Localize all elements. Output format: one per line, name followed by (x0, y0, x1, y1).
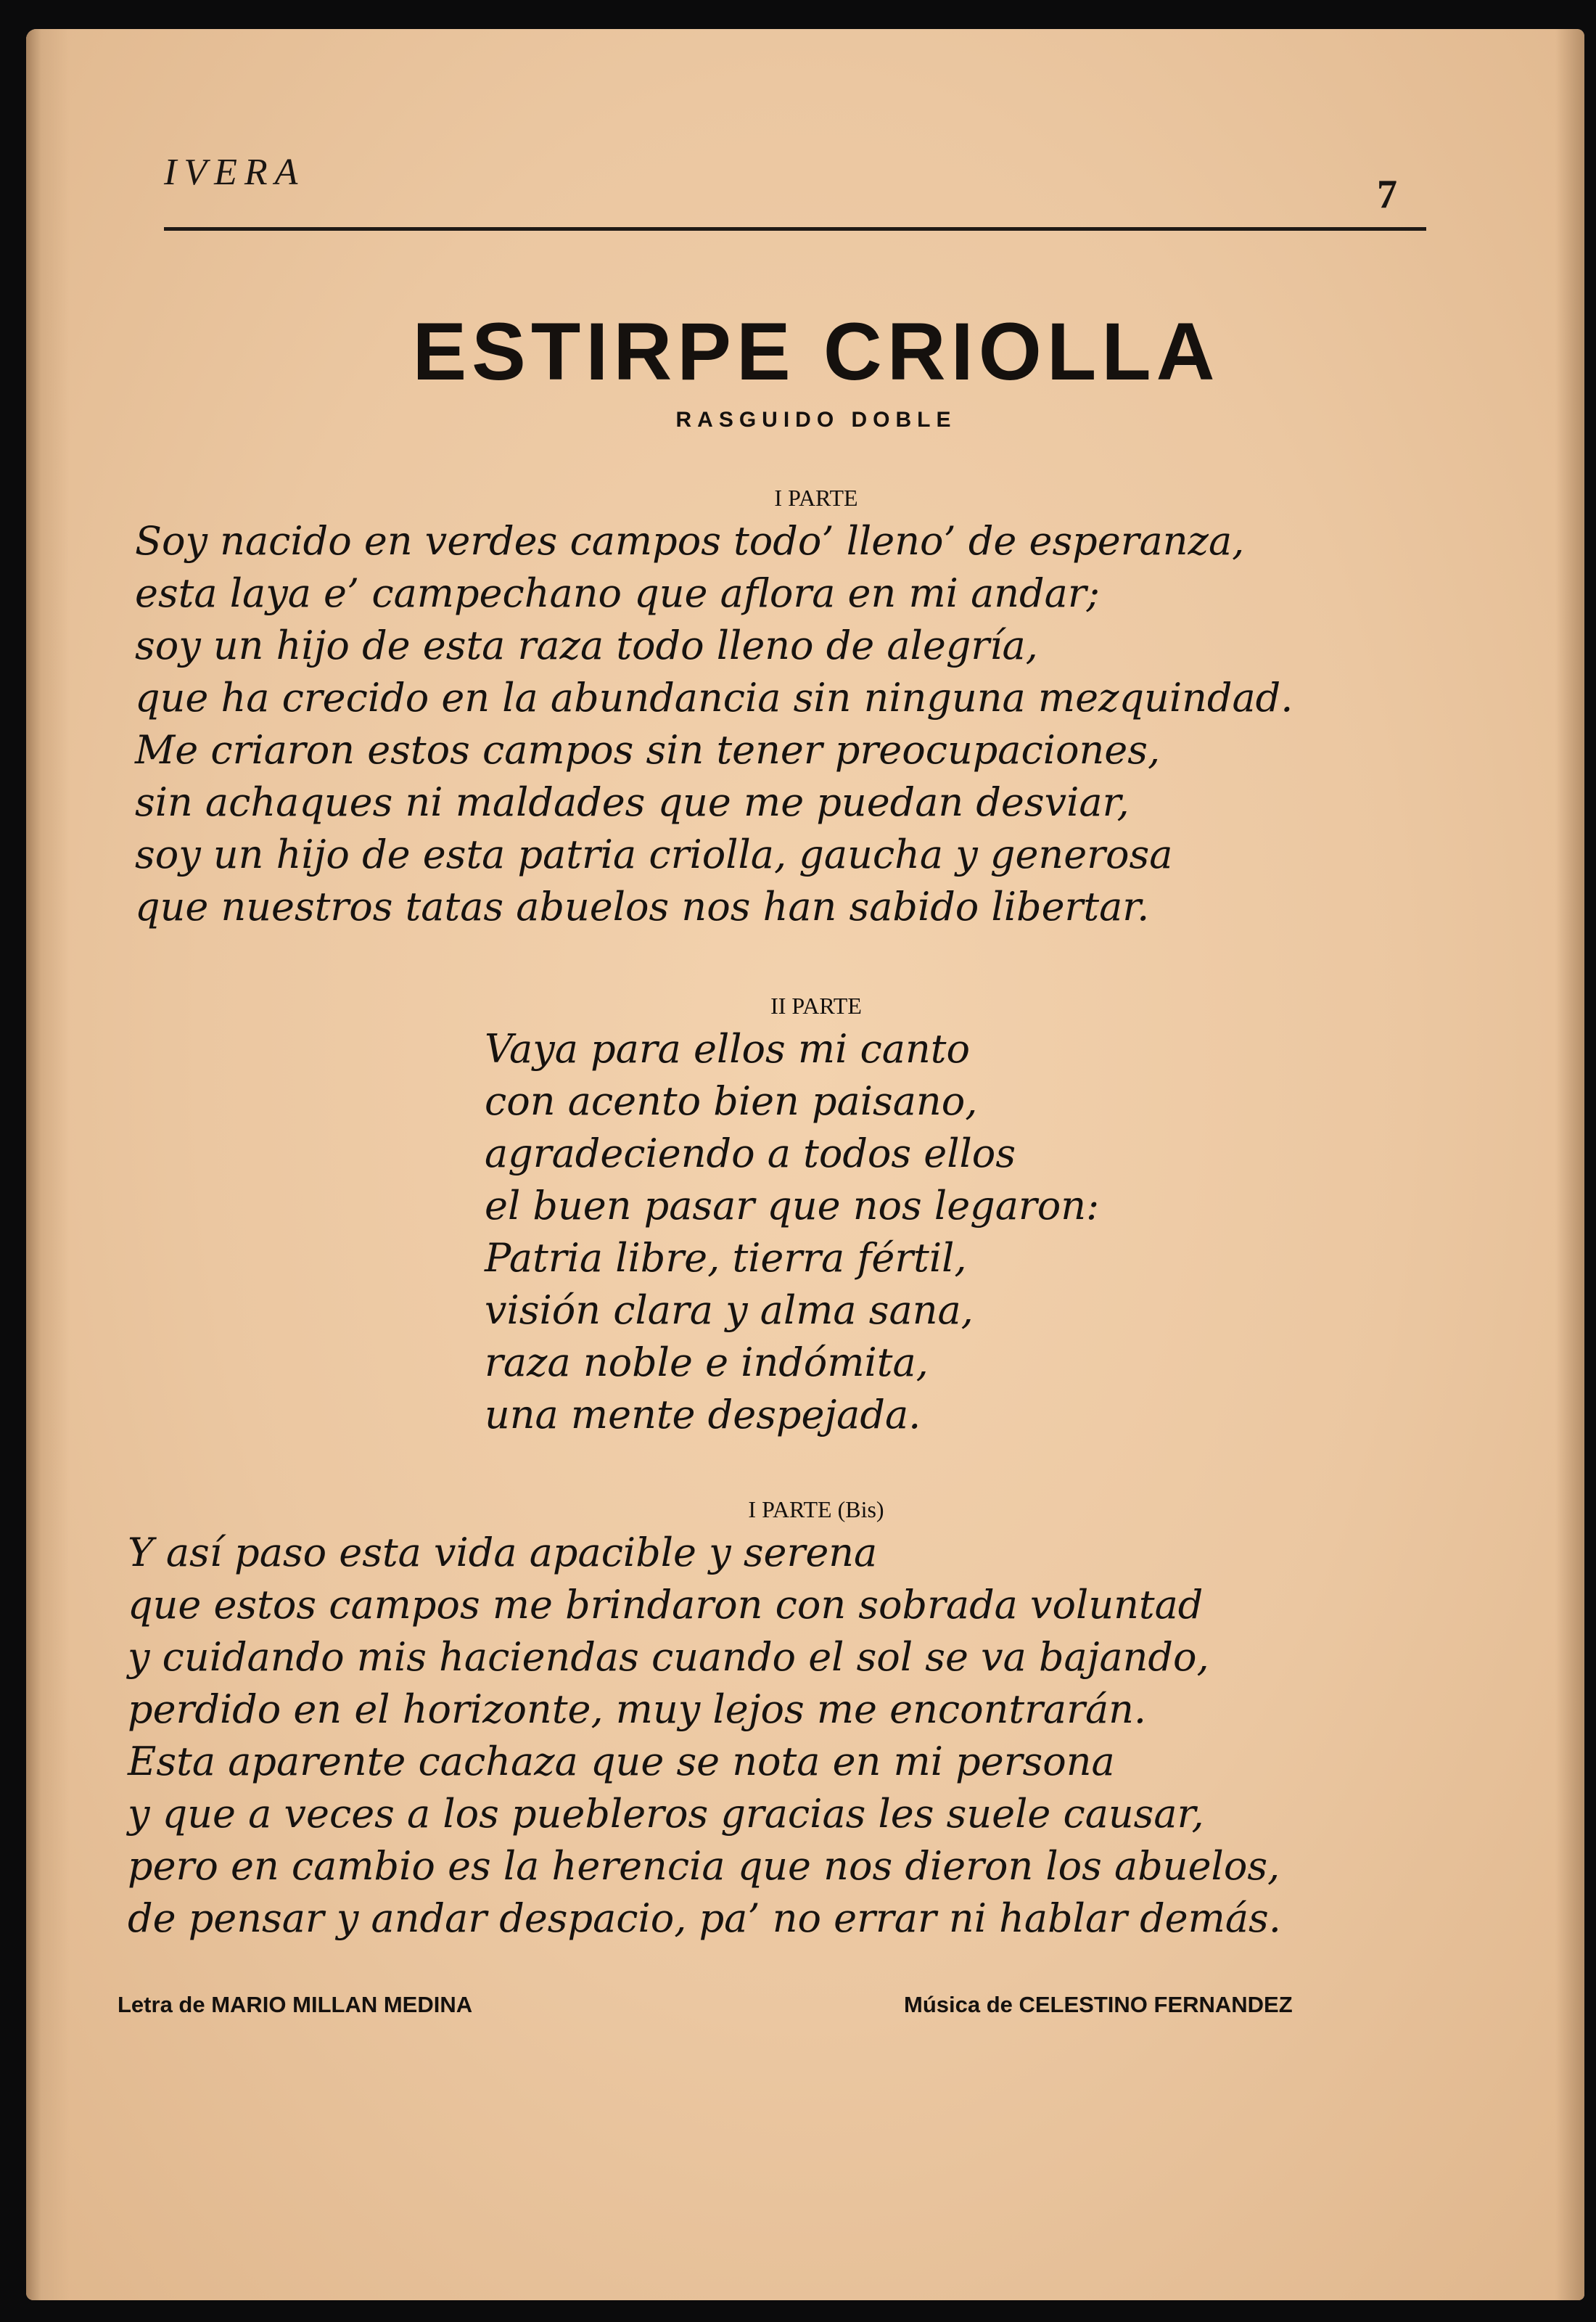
verse-part-1 (135, 515, 1293, 933)
book-page (26, 29, 1584, 2300)
verse-line: el buen pasar que nos legaron: (485, 1183, 1100, 1228)
section-label-3: I PARTE (Bis) (748, 1496, 884, 1522)
section-label-1: I PARTE (774, 485, 858, 511)
lyrics-credit: Letra de MARIO MILLAN MEDINA (118, 1992, 473, 2017)
song-title: ESTIRPE CRIOLLA (412, 306, 1220, 397)
verse-part-2 (485, 1023, 1099, 1441)
verse-line: que estos campos me brindaron con sobrada voluntad (128, 1582, 1204, 1628)
verse-line: una mente despejada. (485, 1392, 921, 1437)
verse-line: Patria libre, tierra fértil, (485, 1235, 967, 1281)
page-number: 7 (1377, 172, 1397, 217)
song-genre: RASGUIDO DOBLE (675, 408, 957, 432)
verse-line: esta laya e’ campechano que aflora en mi andar; (135, 570, 1100, 616)
verse-line: Me criaron estos campos sin tener preocupaciones, (135, 727, 1161, 773)
running-title: IVERA (164, 152, 305, 193)
verse-line: que ha crecido en la abundancia sin ninguna mezquindad. (135, 675, 1293, 721)
verse-line: raza noble e indómita, (485, 1340, 929, 1385)
verse-line: soy un hijo de esta raza todo lleno de alegría, (135, 623, 1038, 668)
section-label-2: II PARTE (770, 993, 862, 1019)
verse-line: perdido en el horizonte, muy lejos me encontrarán. (128, 1686, 1147, 1732)
verse-line: con acento bien paisano, (485, 1078, 978, 1124)
verse-line: Vaya para ellos mi canto (485, 1026, 970, 1072)
verse-line: Esta aparente cachaza que se nota en mi persona (128, 1739, 1115, 1784)
verse-line: y que a veces a los puebleros gracias les suele causar, (128, 1791, 1204, 1837)
verse-line: sin achaques ni maldades que me puedan desviar, (135, 779, 1130, 825)
verse-line: agradeciendo a todos ellos (485, 1131, 1016, 1176)
verse-line: y cuidando mis haciendas cuando el sol se va bajando, (128, 1634, 1209, 1680)
verse-line: Y así paso esta vida apacible y serena (128, 1530, 878, 1575)
verse-line: que nuestros tatas abuelos nos han sabido libertar. (135, 884, 1150, 930)
verse-line: soy un hijo de esta patria criolla, gaucha y generosa (135, 832, 1173, 877)
header-rule (164, 227, 1426, 231)
music-credit: Música de CELESTINO FERNANDEZ (904, 1992, 1293, 2017)
verse-line: visión clara y alma sana, (485, 1287, 974, 1333)
verse-line: Soy nacido en verdes campos todo’ lleno’ de esperanza, (135, 518, 1245, 564)
verse-line: de pensar y andar despacio, pa’ no errar ni hablar demás. (128, 1895, 1281, 1941)
verse-line: pero en cambio es la herencia que nos dieron los abuelos, (128, 1843, 1280, 1889)
verse-part-3 (128, 1527, 1281, 1945)
